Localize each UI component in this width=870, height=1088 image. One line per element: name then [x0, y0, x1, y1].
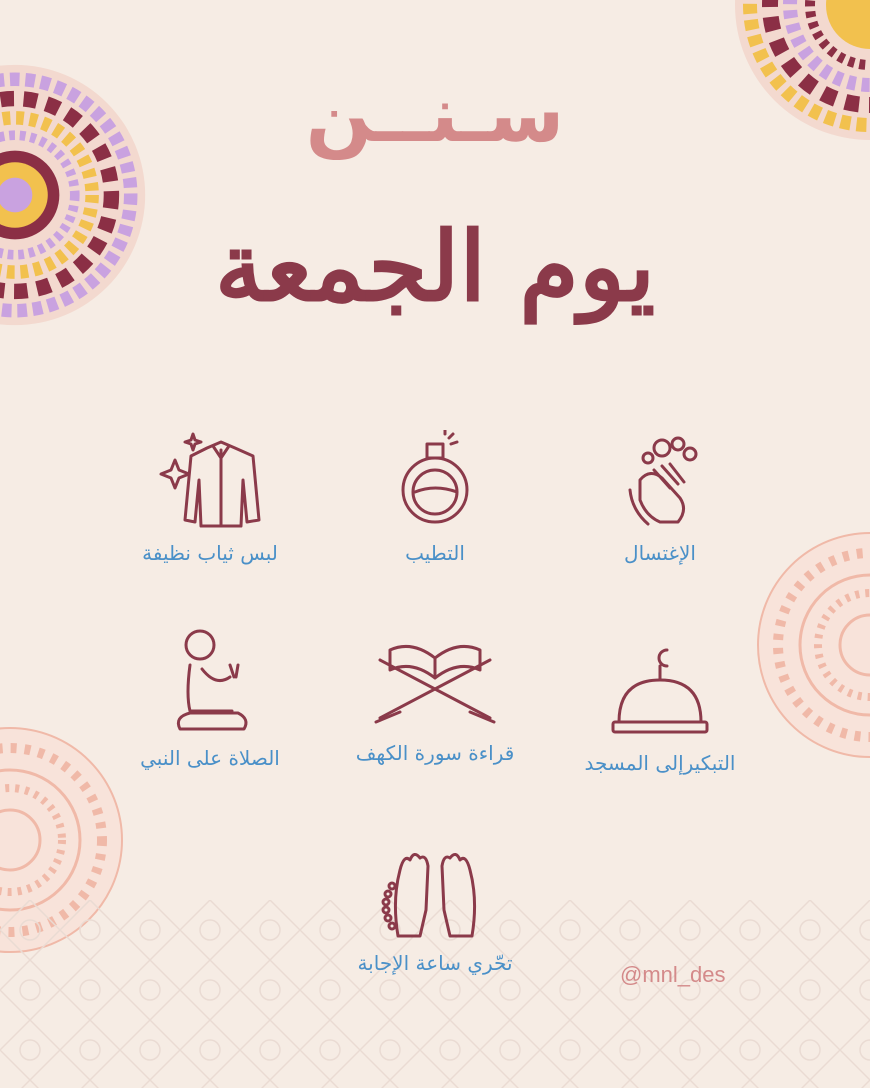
- item-ghusl: [570, 430, 750, 566]
- quran-stand-icon: [370, 630, 500, 730]
- washing-hands-icon: [610, 430, 710, 530]
- item-label: تحّري ساعة الإجابة: [357, 951, 513, 975]
- author-handle: @mnl_des: [620, 962, 726, 987]
- item-clean-clothes: [120, 430, 300, 566]
- item-salawat: [120, 625, 300, 771]
- clean-shirt-icon: [155, 430, 265, 530]
- title-sunan: سـنــن: [305, 70, 565, 160]
- item-label: قراءة سورة الكهف: [355, 741, 515, 765]
- item-label: الصلاة على النبي: [140, 746, 280, 770]
- item-label: لبس ثياب نظيفة: [142, 541, 278, 565]
- item-early-mosque: [570, 640, 750, 776]
- mandala-right-pink: [755, 530, 870, 760]
- title-friday: يوم الجمعة: [214, 210, 656, 323]
- item-label: التبكيرإلى المسجد: [584, 751, 736, 775]
- item-label: الإغتسال: [624, 541, 696, 565]
- perfume-bottle-icon: [385, 430, 485, 530]
- item-hour-of-answer: [345, 840, 525, 976]
- item-label: التطيب: [405, 541, 465, 565]
- mosque-dome-icon: [605, 640, 715, 740]
- item-al-kahf: [345, 630, 525, 766]
- praying-person-icon: [160, 625, 260, 735]
- item-perfume: [345, 430, 525, 566]
- dua-hands-icon: [370, 840, 500, 940]
